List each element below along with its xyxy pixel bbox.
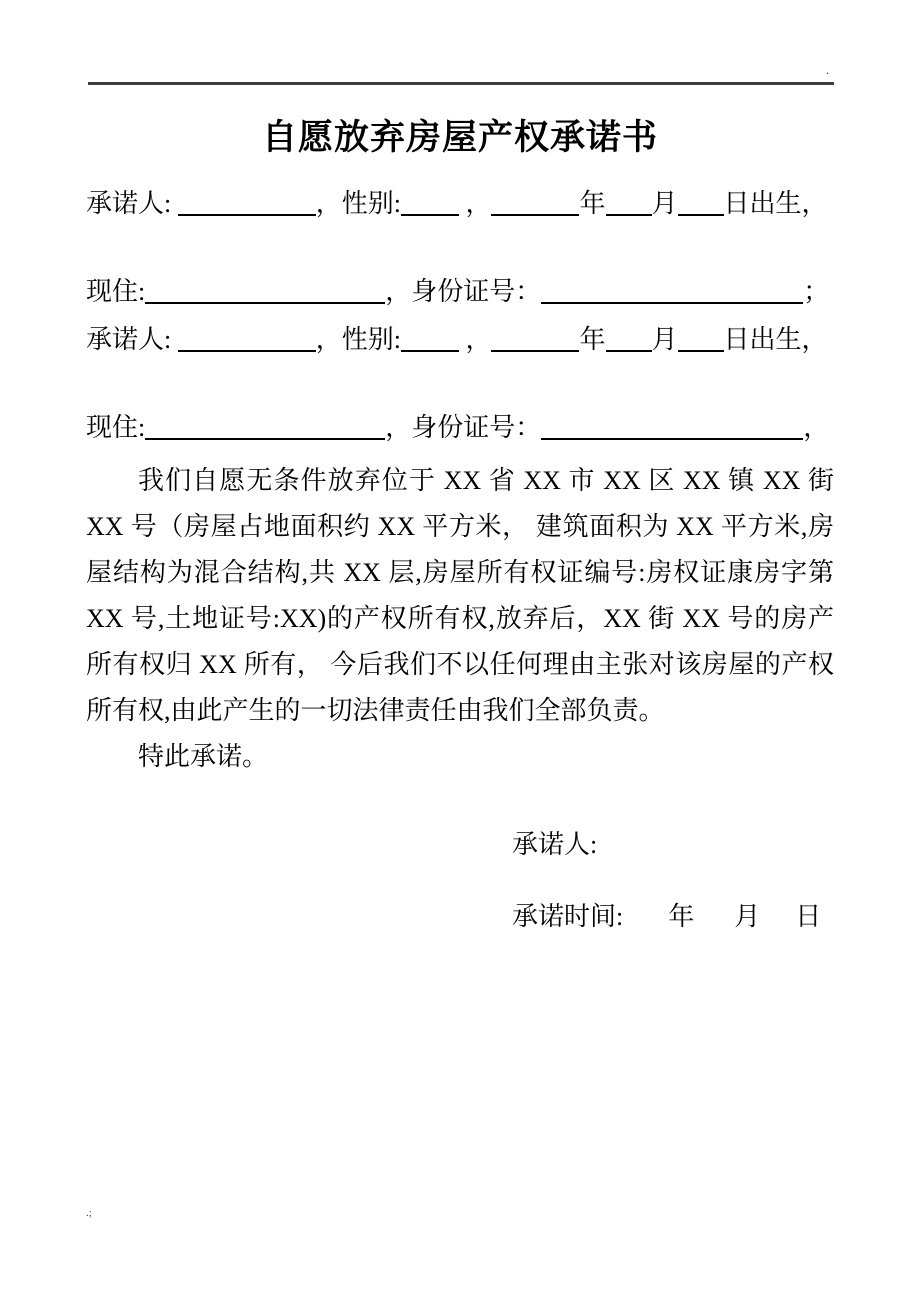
form-text: ，身份证号：: [385, 413, 542, 442]
date-label: 承诺时间:: [512, 902, 624, 931]
blank-field[interactable]: [178, 190, 316, 216]
form-text: 现住:: [86, 277, 146, 306]
blank-field[interactable]: [145, 414, 385, 440]
blank-field[interactable]: [145, 278, 385, 304]
form-text: ；: [803, 277, 830, 306]
signature-block: [86, 822, 834, 940]
document-title: 自愿放弃房屋产权承诺书: [261, 118, 658, 157]
signature-date-line: [512, 894, 834, 940]
promisor-line-2: [86, 316, 834, 364]
closing-line: 特此承诺。: [138, 742, 269, 771]
header-dot-mark: .: [826, 63, 829, 77]
form-text: 日出生，: [723, 189, 828, 218]
header-rule: [88, 82, 834, 85]
form-lines: [86, 180, 834, 452]
blank-field[interactable]: [178, 326, 316, 352]
address-line-2: [86, 404, 834, 452]
blank-field[interactable]: [678, 326, 724, 352]
form-text: 月: [651, 189, 678, 218]
form-text: 月: [651, 325, 678, 354]
form-text: 承诺人:: [86, 325, 178, 354]
blank-field[interactable]: [541, 278, 803, 304]
footer-mark: .;: [86, 1207, 92, 1219]
blank-field[interactable]: [401, 326, 459, 352]
form-text: ，身份证号：: [385, 277, 542, 306]
form-text: ，性别:: [315, 189, 401, 218]
form-text: 现住:: [86, 413, 146, 442]
blank-field[interactable]: [491, 190, 579, 216]
form-text: ，: [458, 325, 492, 354]
blank-field[interactable]: [678, 190, 724, 216]
address-line-1: [86, 268, 834, 316]
form-text: 日出生，: [723, 325, 828, 354]
body-paragraph: 我们自愿无条件放弃位于 XX 省 XX 市 XX 区 XX 镇 XX 街 XX 号（房屋占地面积约 XX 平方米， 建筑面积为 XX 平方米,房屋结构为混合结构,共 XX 层,房屋所有权证编号:房权证康房字第 XX 号,土地证号:XX)的产权所有权,放弃后，XX 街 XX 号的房产所有权归 XX 所有， 今后我们不以任何理由主张对该房屋的产权所有权,由此产生的一切法律责任由我们全部负责。: [86, 466, 834, 725]
date-gap: [694, 924, 734, 925]
date-gap: [760, 924, 795, 925]
blank-field[interactable]: [491, 326, 579, 352]
date-month-label: 月: [734, 902, 761, 931]
form-text: 年: [579, 189, 606, 218]
form-text: 承诺人:: [86, 189, 178, 218]
date-day-label: 日: [795, 902, 822, 931]
signature-promisor-label: 承诺人:: [512, 830, 598, 859]
form-text: 年: [579, 325, 606, 354]
promisor-line-1: [86, 180, 834, 228]
date-gap: [623, 924, 668, 925]
blank-field[interactable]: [606, 326, 652, 352]
blank-field[interactable]: [541, 414, 803, 440]
form-text: ，: [458, 189, 492, 218]
blank-field[interactable]: [401, 190, 459, 216]
date-year-label: 年: [668, 902, 695, 931]
blank-field[interactable]: [606, 190, 652, 216]
form-text: ，性别:: [315, 325, 401, 354]
form-text: ，: [803, 413, 830, 442]
